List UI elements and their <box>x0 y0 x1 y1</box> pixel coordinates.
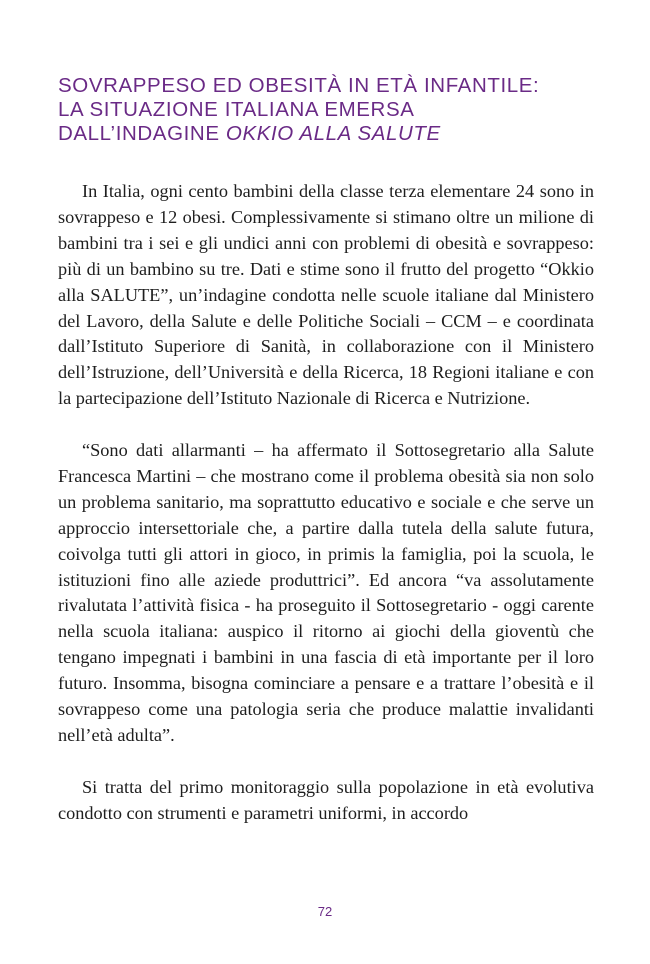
body-paragraph-1: In Italia, ogni cento bambini della classe terza elementare 24 sono in sovrappeso e 12 obesi. Complessivamente si stimano oltre un milione di bambini tra i sei e gli undici anni con problemi di obesità e sovrappeso: più di un bambino su tre. Dati e stime sono il frutto del progetto “Okkio alla SALUTE”, un’indagine condotta nelle scuole italiane dal Ministero del Lavoro, della Salute e delle Politiche Sociali – CCM – e coordinata dall’Istituto Superiore di Sanità, in collaborazione con il Ministero dell’Istruzione, dell’Università e della Ricerca, 18 Regioni italiane e con la partecipazione dell’Istituto Nazionale di Ricerca e Nutrizione. <box>58 181 594 409</box>
heading-line-2: LA SITUAZIONE ITALIANA EMERSA <box>58 98 415 121</box>
heading-line-3-italic: OKKIO ALLA SALUTE <box>225 122 441 145</box>
page-number: 72 <box>317 904 333 919</box>
heading-line-1: SOVRAPPESO ED OBESITÀ IN ETÀ INFANTILE: <box>58 74 540 97</box>
heading-line-3-prefix: DALL’INDAGINE <box>58 122 226 145</box>
section-heading <box>58 74 594 146</box>
document-page <box>58 74 594 853</box>
body-paragraph-2: “Sono dati allarmanti – ha affermato il Sottosegretario alla Salute Francesca Martini – che mostrano come il problema obesità sia non solo un problema sanitario, ma soprattutto educativo e sociale e che serve un approccio intersettoriale che, a partire dalla tutela della salute futura, coivolga tutti gli attori in gioco, in primis la famiglia, poi la scuola, le istituzioni fino alle aziede produttrici”. Ed ancora “va assolutamente rivalutata l’attività fisica - ha proseguito il Sottosegretario - oggi carente nella scuola italiana: auspico il ritorno ai giochi della gioventù che tengano impegnati i bambini in una fascia di età importante per il loro futuro. Insomma, bisogna cominciare a pensare e a trattare l’obesità e il sovrappeso come una patologia seria che produce malattie invalidanti nell’età adulta”. <box>58 440 594 746</box>
body-paragraph-3: Si tratta del primo monitoraggio sulla popolazione in età evolutiva condotto con strumenti e parametri uniformi, in accordo <box>58 776 594 823</box>
